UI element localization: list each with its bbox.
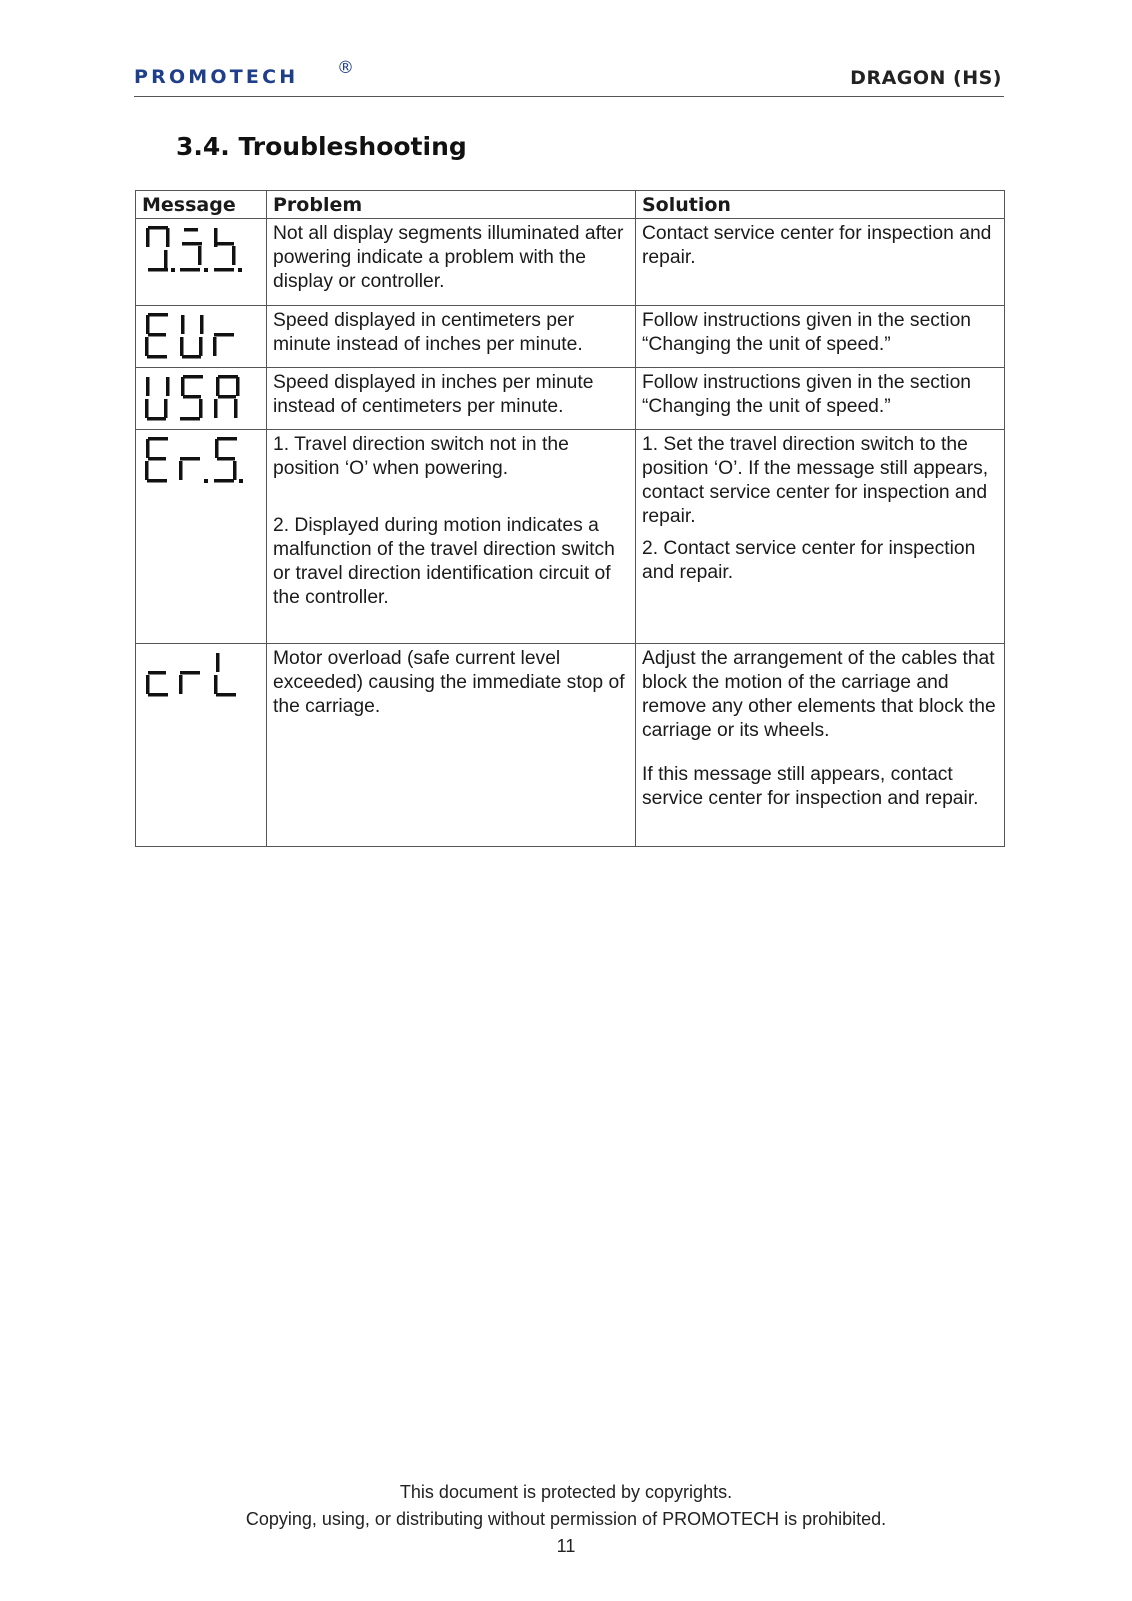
copyright-notice: This document is protected by copyrights. bbox=[399, 1482, 733, 1502]
section-title: 3.4. Troubleshooting bbox=[176, 132, 467, 161]
table-row bbox=[136, 306, 1005, 368]
logo-text: PROMOTECH bbox=[134, 66, 299, 88]
troubleshooting-table bbox=[135, 190, 1005, 847]
solution-cell: Follow instructions given in the section “Changing the unit of speed.” bbox=[636, 368, 1005, 430]
model-name: DRAGON (HS) bbox=[850, 67, 1002, 89]
seven-segment-display-icon bbox=[136, 644, 267, 847]
solution-cell: Contact service center for inspection and repair. bbox=[636, 219, 1005, 306]
solution-cell bbox=[636, 644, 1005, 847]
problem-cell: Not all display segments illuminated after powering indicate a problem with the display or controller. bbox=[267, 219, 636, 306]
segment-test-icon bbox=[142, 222, 246, 276]
promotech-logo bbox=[134, 58, 354, 88]
eur-message-icon bbox=[142, 309, 246, 363]
problem-item-1: 1. Travel direction switch not in the position ‘O’ when powering. bbox=[273, 434, 569, 479]
seven-segment-display-icon bbox=[136, 430, 267, 644]
usage-restriction-notice: Copying, using, or distributing without permission of PROMOTECH is prohibited. bbox=[245, 1509, 887, 1529]
table-row bbox=[136, 219, 1005, 306]
problem-cell: Speed displayed in inches per minute instead of centimeters per minute. bbox=[267, 368, 636, 430]
paragraph-gap bbox=[273, 481, 629, 514]
page-header bbox=[134, 58, 1004, 97]
crl-message-icon bbox=[142, 647, 246, 701]
seven-segment-display-icon bbox=[136, 219, 267, 306]
problem-cell: Motor overload (safe current level exceeded) causing the immediate stop of the carriage. bbox=[267, 644, 636, 847]
seven-segment-display-icon bbox=[136, 306, 267, 368]
table-row bbox=[136, 644, 1005, 847]
seven-segment-display-icon bbox=[136, 368, 267, 430]
paragraph-gap bbox=[642, 529, 998, 537]
problem-cell: Speed displayed in centimeters per minute instead of inches per minute. bbox=[267, 306, 636, 368]
page-number: 11 bbox=[556, 1536, 576, 1556]
solution-item-1: Adjust the arrangement of the cables that block the motion of the carriage and remove any other elements that block the carriage or its wheels. bbox=[642, 648, 996, 741]
paragraph-gap bbox=[642, 743, 998, 763]
solution-item-1: 1. Set the travel direction switch to the position ‘O’. If the message still appears, contact service center for inspection and repair. bbox=[642, 434, 989, 527]
table-row bbox=[136, 430, 1005, 644]
solution-cell: Follow instructions given in the section “Changing the unit of speed.” bbox=[636, 306, 1005, 368]
header-problem: Problem bbox=[267, 191, 636, 219]
solution-cell bbox=[636, 430, 1005, 644]
solution-item-2: If this message still appears, contact service center for inspection and repair. bbox=[642, 764, 979, 809]
solution-item-2: 2. Contact service center for inspection and repair. bbox=[642, 538, 976, 583]
er5-message-icon bbox=[142, 433, 246, 487]
problem-item-2: 2. Displayed during motion indicates a malfunction of the travel direction switch or travel direction identification circuit of the controller. bbox=[273, 515, 615, 608]
header-solution: Solution bbox=[636, 191, 1005, 219]
problem-cell bbox=[267, 430, 636, 644]
header-message: Message bbox=[136, 191, 267, 219]
table-header-row bbox=[136, 191, 1005, 219]
registered-mark: ® bbox=[337, 58, 354, 78]
table-row bbox=[136, 368, 1005, 430]
usa-message-icon bbox=[142, 371, 246, 425]
